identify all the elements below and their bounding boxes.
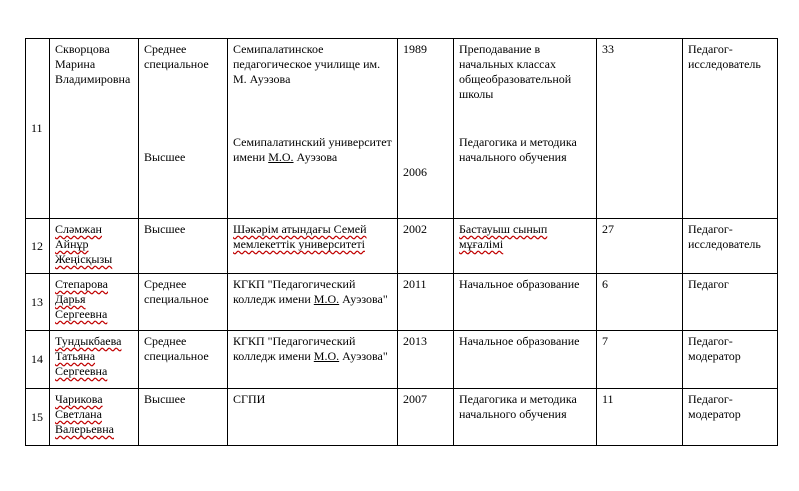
institution: СГПИ	[228, 389, 398, 446]
institution-tail: Ауэзова"	[339, 292, 388, 306]
experience: 11	[597, 389, 683, 446]
institution-text: КГКП "Педагогический колледж имени	[233, 277, 356, 306]
education-level	[139, 39, 228, 219]
institution-2-tail: Ауэзова	[293, 150, 338, 164]
experience: 6	[597, 274, 683, 331]
experience: 27	[597, 219, 683, 274]
institution-1: Семипалатинское педагогическое училище им. М. Ауэзова	[233, 42, 381, 86]
institution-initials: М.О.	[313, 292, 340, 306]
table-row	[26, 331, 778, 389]
institution	[228, 39, 398, 219]
category: Педагог-модератор	[683, 331, 778, 389]
specialty: Начальное образование	[454, 331, 597, 389]
category: Педагог-исследователь	[683, 219, 778, 274]
category: Педагог-модератор	[683, 389, 778, 446]
row-number: 12	[26, 219, 50, 274]
table-row	[26, 389, 778, 446]
education-level-2: Высшее	[144, 150, 186, 164]
row-number: 13	[26, 274, 50, 331]
graduation-year: 2013	[398, 331, 454, 389]
graduation-year	[398, 39, 454, 219]
teacher-name-text: Степарова Дарья Сергеевна	[55, 277, 108, 321]
specialty: Начальное образование	[454, 274, 597, 331]
graduation-year-2: 2006	[403, 165, 427, 179]
specialty-2: Педагогика и методика начального обучения	[459, 135, 577, 164]
row-number: 11	[26, 39, 50, 219]
graduation-year-1: 1989	[403, 42, 427, 56]
institution-text: КГКП "Педагогический колледж имени	[233, 334, 356, 363]
institution-initials: М.О.	[313, 349, 340, 363]
specialty: Бастауыш сынып мұғалімі	[454, 219, 597, 274]
education-level: Высшее	[139, 389, 228, 446]
specialty	[454, 39, 597, 219]
graduation-year: 2011	[398, 274, 454, 331]
table-row	[26, 39, 778, 219]
institution	[228, 331, 398, 389]
teacher-name: Сләмжан Айнұр Жеңісқызы	[50, 219, 139, 274]
institution	[228, 274, 398, 331]
education-level: Среднее специальное	[139, 274, 228, 331]
teacher-name	[50, 274, 139, 331]
institution-2	[233, 135, 392, 165]
institution: Шәкәрім атындағы Семей мемлекеттік университеті	[228, 219, 398, 274]
experience: 33	[597, 39, 683, 219]
graduation-year: 2007	[398, 389, 454, 446]
institution-2-initials: М.О.	[268, 150, 294, 164]
experience: 7	[597, 331, 683, 389]
table-row	[26, 219, 778, 274]
education-level: Высшее	[139, 219, 228, 274]
specialty-1: Преподавание в начальных классах общеобразовательной школы	[459, 42, 572, 101]
institution-2-text: Семипалатинский университет имени	[233, 135, 392, 164]
table-row	[26, 274, 778, 331]
category: Педагог-исследователь	[683, 39, 778, 219]
institution-tail: Ауэзова"	[339, 349, 388, 363]
teacher-name-text: Тундыкбаева Татьяна Сергеевна	[55, 334, 122, 378]
education-level: Среднее специальное	[139, 331, 228, 389]
education-level-1: Среднее специальное	[144, 42, 209, 71]
teacher-name-text: Чарикова Светлана Валерьевна	[55, 392, 114, 436]
teacher-name: Скворцова Марина Владимировна	[50, 39, 139, 219]
graduation-year: 2002	[398, 219, 454, 274]
specialty: Педагогика и методика начального обучения	[454, 389, 597, 446]
row-number: 14	[26, 331, 50, 389]
staff-table	[25, 38, 778, 446]
row-number: 15	[26, 389, 50, 446]
teacher-name	[50, 331, 139, 389]
category: Педагог	[683, 274, 778, 331]
teacher-name	[50, 389, 139, 446]
